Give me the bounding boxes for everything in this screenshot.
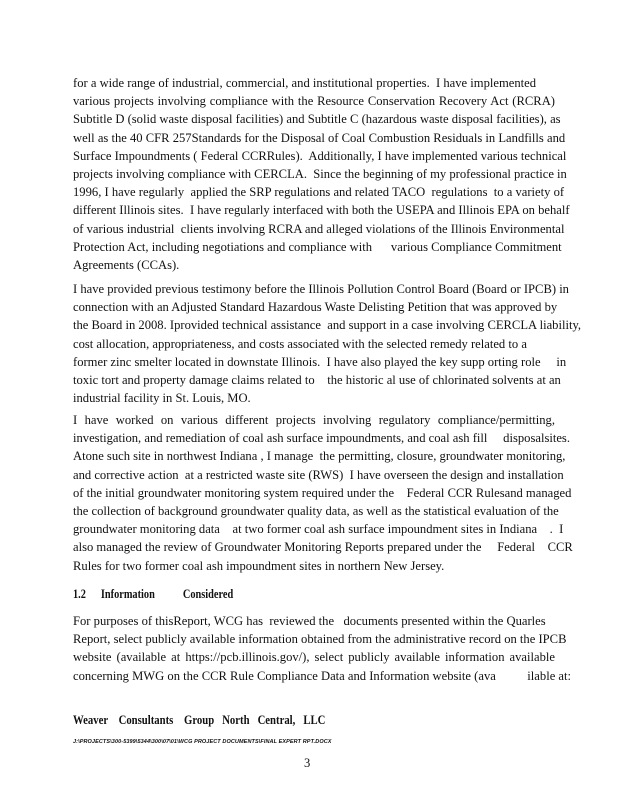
text-line: also managed the review of Groundwater Monitoring Reports prepared under the Federal CCR — [73, 540, 573, 555]
page-number: 3 — [304, 756, 311, 770]
text-line: Protection Act, including negotiations and compliance with various Compliance Commitment — [73, 239, 562, 254]
text-line: investigation, and remediation of coal ash surface impoundments, and coal ash fill disposalsites. — [73, 431, 570, 446]
text-line: cost allocation, appropriateness, and costs associated with the selected remedy related to a — [73, 336, 527, 351]
text-line: For purposes of thisReport, WCG has reviewed the documents presented within the Quarles — [73, 614, 546, 628]
paragraph-testimony — [73, 280, 582, 407]
footer-company-name: Weaver Consultants Group North Central, LLC — [73, 713, 326, 727]
text-line: of various industrial clients involving RCRA and alleged violations of the Illinois Environmental — [73, 221, 565, 236]
text-line: connection with an Adjusted Standard Hazardous Waste Delisting Petition that was approved by — [73, 300, 558, 315]
text-line: Atone such site in northwest Indiana , I manage the permitting, closure, groundwater monitoring, — [73, 449, 566, 464]
text-line: different Illinois sites. I have regularly interfaced with both the USEPA and Illinois EPA on behalf — [73, 203, 570, 218]
text-line: and corrective action at a restricted waste site (RWS) I have overseen the design and installation — [73, 467, 564, 482]
text-line: Report, select publicly available information obtained from the administrative record on the IPCB — [73, 632, 567, 647]
text-line: website (available at https://pcb.illinois.gov/), select publicly available information available — [73, 650, 555, 665]
text-line: the Board in 2008. Iprovided technical assistance and support in a case involving CERCLA liability, — [73, 318, 582, 333]
text-line: Subtitle D (solid waste disposal facilities) and Subtitle C (hazardous waste disposal facilities), as — [73, 112, 561, 127]
text-line: I have worked on various different projects involving regulatory compliance/permitting, — [73, 413, 555, 427]
text-line: concerning MWG on the CCR Rule Compliance Data and Information website (ava ilable at: — [73, 668, 572, 683]
paragraph-coal-ash-projects — [73, 411, 573, 575]
section-number: 1.2 — [73, 587, 86, 601]
text-line: the collection of background groundwater quality data, as well as the statistical evaluation of the — [73, 503, 559, 518]
footer-file-path: J:\PROJECTS\300-5399\5344\300\07\01\WCG PROJECT DOCUMENTS\FINAL EXPERT RPT.DOCX — [73, 739, 332, 745]
text-line: for a wide range of industrial, commercial, and institutional properties. I have implemented — [73, 76, 537, 90]
text-line: groundwater monitoring data at two former coal ash surface impoundment sites in Indiana . I — [73, 522, 564, 537]
text-line: toxic tort and property damage claims related to the historic al use of chlorinated solvents at an — [73, 372, 561, 387]
text-line: projects involving compliance with CERCLA. Since the beginning of my professional practice in — [73, 166, 567, 181]
section-title-word1: Information — [100, 587, 155, 601]
paragraph-experience — [73, 74, 570, 274]
text-line: Agreements (CCAs). — [73, 257, 180, 272]
text-line: former zinc smelter located in downstate Illinois. I have also played the key supp orting role in — [73, 354, 567, 369]
text-line: various projects involving compliance with the Resource Conservation Recovery Act (RCRA) — [73, 94, 555, 109]
text-line: industrial facility in St. Louis, MO. — [73, 391, 251, 406]
text-line: 1996, I have regularly applied the SRP regulations and related TACO regulations to a variety of — [73, 185, 565, 200]
text-line: well as the 40 CFR 257Standards for the Disposal of Coal Combustion Residuals in Landfills and — [73, 130, 566, 145]
text-line: Surface Impoundments ( Federal CCRRules). Additionally, I have implemented various technical — [73, 148, 567, 163]
text-line: Rules for two former coal ash impoundment sites in northern New Jersey. — [73, 558, 445, 573]
text-line: I have provided previous testimony before the Illinois Pollution Control Board (Board or IPCB) in — [73, 282, 569, 296]
section-title-word2: Considered — [182, 587, 234, 601]
section-heading — [73, 587, 233, 602]
paragraph-information-considered — [73, 612, 572, 685]
text-line: of the initial groundwater monitoring system required under the Federal CCR Rulesand managed — [73, 485, 572, 500]
